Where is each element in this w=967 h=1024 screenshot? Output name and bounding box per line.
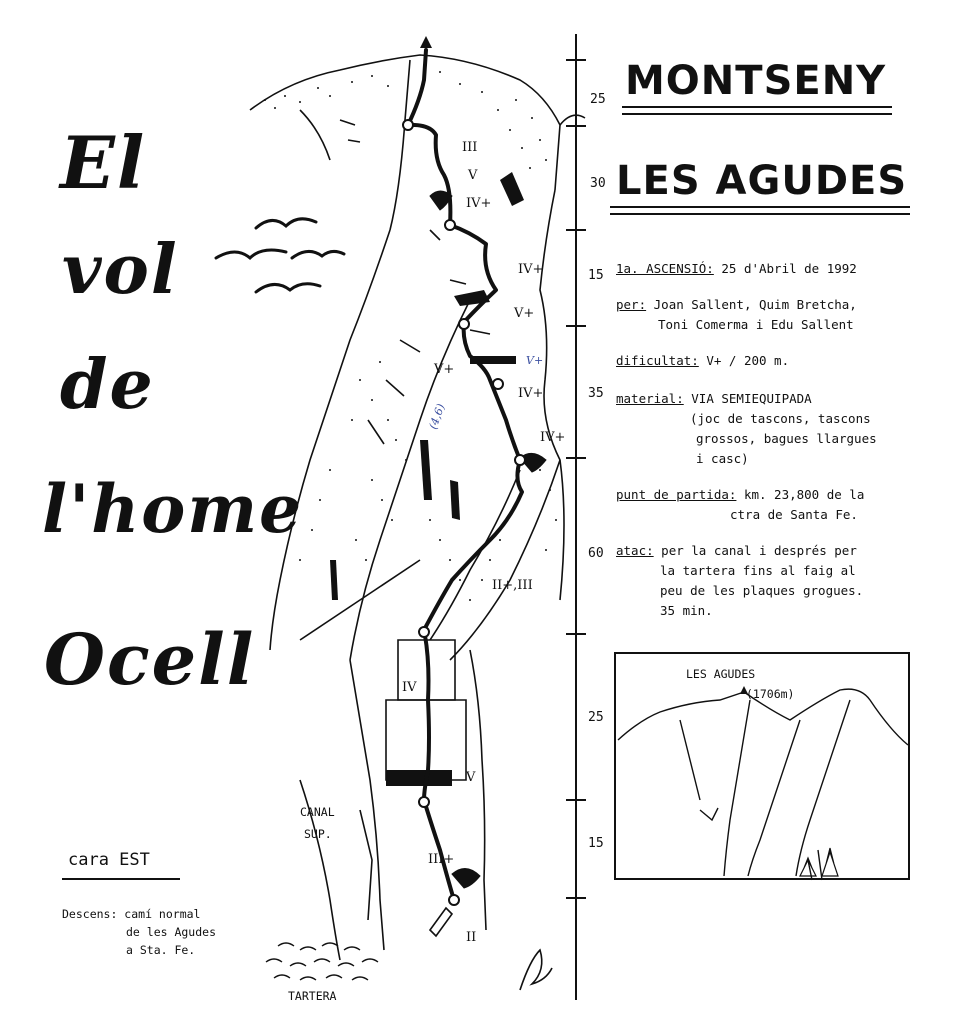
approach-line4: 35 min. [660,603,713,618]
handwritten-note: (4,6) [426,402,448,431]
approach-line [616,542,857,560]
pitch-grade: V+ [434,362,455,377]
by-line2: Toni Comerma i Edu Sallent [658,317,854,332]
descent-line1: Descens: camí normal [62,907,201,921]
scale-label: 15 [588,268,604,283]
descent-line2: de les Agudes [126,925,217,939]
title-word-vol: vol [62,230,179,310]
start-line2: ctra de Santa Fe. [730,507,858,522]
face-rule [62,878,180,880]
pitch-grade: IV+ [540,430,566,445]
birds-icon [216,219,344,292]
title-word-el: El [60,120,147,205]
approach-line2: la tartera fins al faig al [660,563,856,578]
difficulty-value: V+ / 200 m. [706,353,790,368]
by-block [616,296,857,314]
difficulty-label: dificultat: [616,353,699,368]
peak-rule-1 [610,206,910,208]
material-line1: VIA SEMIEQUIPADA [691,391,812,406]
start-label: punt de partida: [616,487,737,502]
title-word-de: de [60,345,155,425]
material-line3: grossos, bagues llargues [696,431,877,446]
pitch-grade: IV+ [466,196,492,211]
material-line [616,390,812,408]
pitch-grade: V+ [514,306,535,321]
canal-label-sup: SUP. [304,827,332,841]
face-label: cara EST [68,850,150,870]
handwritten-grade: V+ [526,354,544,367]
ascent-line [616,260,857,278]
scree-texture [266,943,378,980]
height-scale [566,34,586,1000]
massif-rule-2 [622,113,892,115]
scale-label: 25 [588,710,604,725]
peak-title: LES AGUDES [616,158,908,204]
peak-rule-2 [610,213,910,215]
material-line2: (joc de tascons, tascons [690,411,871,426]
approach-line1: per la canal i després per [661,543,857,558]
scree-label: TARTERA [288,989,337,1003]
pitch-grade: II [466,930,477,945]
massif-title: MONTSENY [625,58,887,104]
scale-label: 25 [590,92,606,107]
title-word-ocell: Ocell [44,618,256,701]
ascent-value: 25 d'Abril de 1992 [721,261,857,276]
approach-label: atac: [616,543,654,558]
scale-label: 35 [588,386,604,401]
pitch-grade: IV+ [518,386,544,401]
by-label: per: [616,297,647,312]
inset-elevation: (1706m) [746,687,795,701]
pitch-grade: IV [402,680,417,695]
massif-rule-1 [622,106,892,108]
pitch-grade: III [462,140,478,155]
pitch-grade: V [468,168,478,183]
belay-stations [403,120,525,905]
scale-label: 15 [588,836,604,851]
signature-mark [520,950,552,990]
pitch-grade: II+,III [492,578,533,593]
summit-arrow-icon [420,36,432,48]
pitch-grade: III+ [428,852,455,867]
material-label: material: [616,391,684,406]
title-word-home: l'home [42,470,304,548]
start-line [616,486,864,504]
scale-label: 30 [590,176,606,191]
start-slab [430,908,452,936]
ascent-label: 1a. ASCENSIÓ: [616,261,714,276]
descent-line3: a Sta. Fe. [126,943,196,957]
pitch-grade: IV+ [518,262,544,277]
pitch-grade: V [466,770,476,785]
scale-label: 60 [588,546,604,561]
inset-peak-name: LES AGUDES [686,667,756,681]
approach-line3: peu de les plaques grogues. [660,583,864,598]
start-line1: km. 23,800 de la [743,487,865,502]
by-line1: Joan Sallent, Quim Bretcha, [653,297,857,312]
material-line4: i casc) [696,451,749,466]
summit-rock [250,55,585,230]
stipple-texture [264,71,557,601]
difficulty-line [616,352,789,370]
canal-label: CANAL [300,805,335,819]
